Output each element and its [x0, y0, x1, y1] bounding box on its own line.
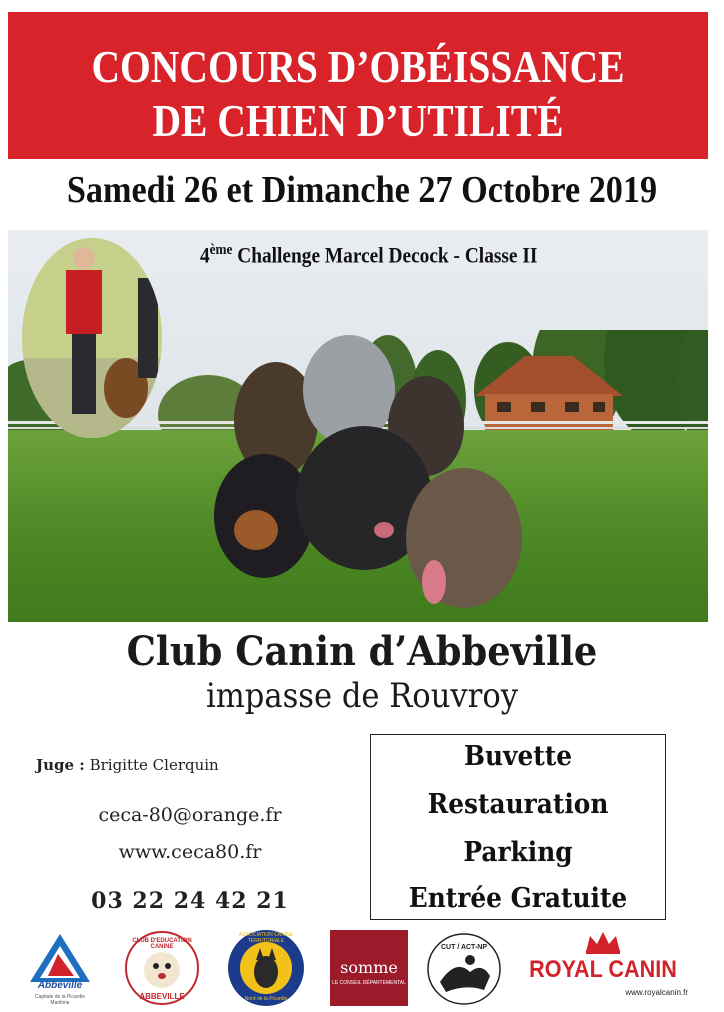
contact-phone: 03 22 24 42 21	[91, 888, 289, 914]
cut-logo	[426, 932, 502, 1006]
challenge-number: 4	[200, 242, 210, 268]
sponsor-logos	[0, 928, 724, 1008]
club-education-top-label: CLUB D'EDUCATION CANINE	[132, 938, 192, 950]
handler-inset-photo	[22, 238, 162, 438]
challenge-superscript: ème	[209, 242, 233, 258]
somme-sub: LE CONSEIL DÉPARTEMENTAL	[332, 980, 406, 986]
title-line-2: DE CHIEN D’UTILITÉ	[152, 95, 564, 146]
amenities-box	[370, 734, 666, 920]
challenge-title	[200, 242, 640, 268]
crown-icon	[584, 930, 622, 954]
royal-canin-url[interactable]: www.royalcanin.fr	[625, 988, 688, 997]
dogs-collage	[204, 330, 524, 610]
club-education-logo	[124, 930, 200, 1006]
contact-website[interactable]: www.ceca80.fr	[118, 841, 262, 863]
judge-label: Juge :	[36, 756, 85, 774]
amenity-buvette: Buvette	[463, 741, 573, 772]
amenity-restauration: Restauration	[427, 789, 609, 820]
royal-canin-label: ROYAL CANIN	[529, 956, 677, 983]
contact-email[interactable]: ceca-80@orange.fr	[98, 804, 282, 826]
abbeville-emblem-icon	[28, 932, 92, 984]
somme-label: somme	[340, 958, 398, 977]
amenity-parking: Parking	[463, 837, 573, 868]
territoriale-logo	[226, 928, 306, 1008]
royal-canin-logo	[518, 930, 688, 1006]
event-dates: Samedi 26 et Dimanche 27 Octobre 2019	[66, 169, 658, 211]
amenity-entree: Entrée Gratuite	[408, 883, 628, 914]
territoriale-bottom-label: Nord de la Picardie	[244, 996, 288, 1002]
abbeville-label: Abbeville	[37, 980, 83, 991]
somme-logo	[330, 930, 408, 1006]
title-line-1: CONCOURS D’OBÉISSANCE	[91, 41, 625, 92]
abbeville-sub: Capitale de la Picardie Maritime	[34, 994, 86, 1006]
club-name: Club Canin d’Abbeville	[126, 628, 598, 675]
title-banner	[8, 12, 708, 159]
abbeville-logo	[28, 932, 92, 1006]
territoriale-label: ASSOCIATION CANINE TERRITORIALE	[238, 932, 294, 944]
judge-name: Brigitte Clerquin	[89, 756, 219, 774]
challenge-text: Challenge Marcel Decock - Classe II	[237, 242, 538, 268]
club-address: impasse de Rouvroy	[205, 676, 519, 716]
club-education-bottom-label: ABBEVILLE	[139, 992, 185, 1001]
cut-label: CUT / ACT-NP	[440, 944, 488, 951]
handler-figure	[22, 238, 162, 438]
judge-line	[36, 756, 219, 774]
